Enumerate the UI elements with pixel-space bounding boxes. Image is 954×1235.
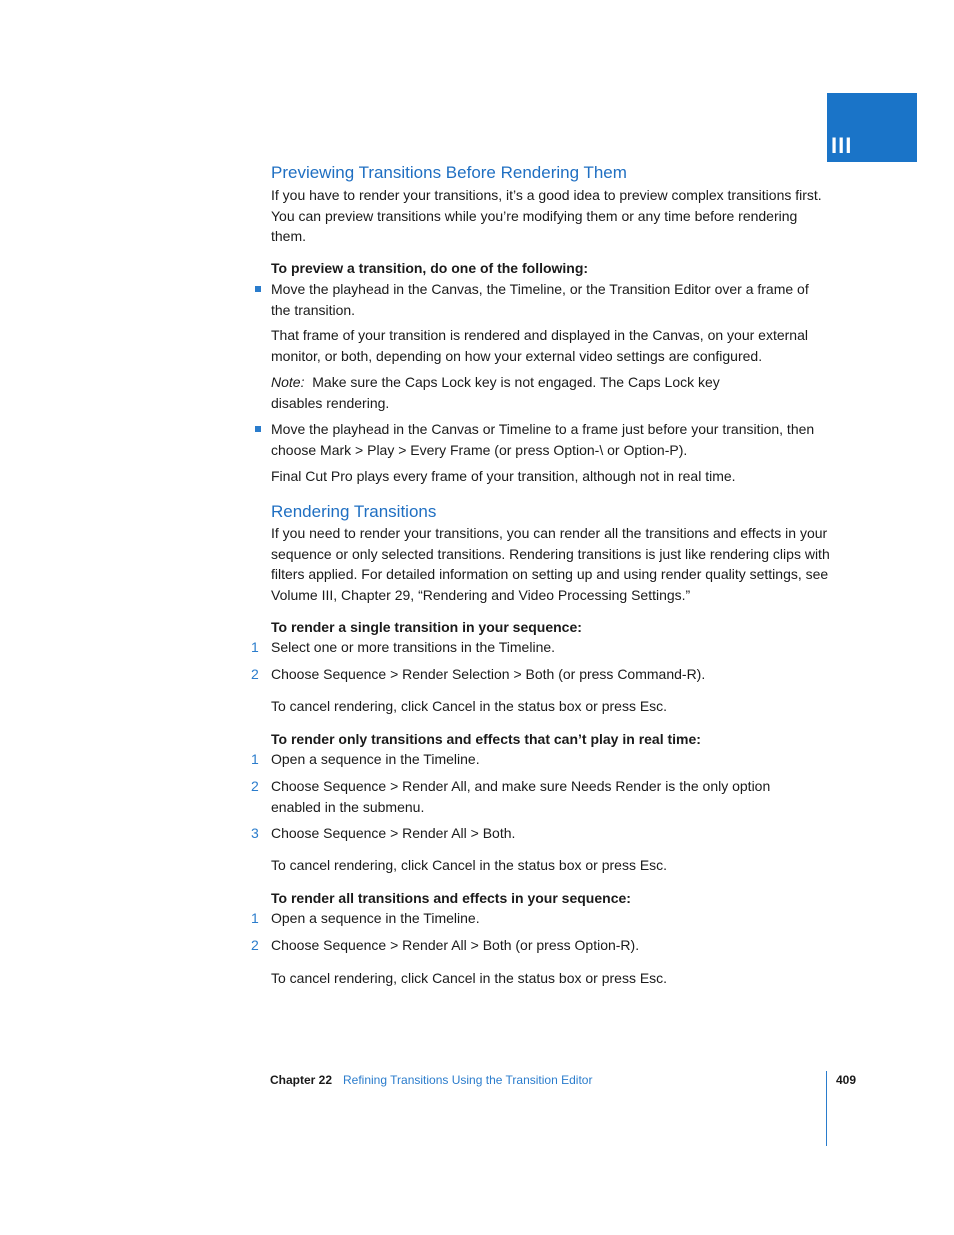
section-heading-previewing: Previewing Transitions Before Rendering Them [271, 163, 627, 182]
section-heading-rendering: Rendering Transitions [271, 502, 437, 521]
note [271, 372, 721, 413]
bullet-item: Move the playhead in the Canvas, the Timeline, or the Transition Editor over a frame of the transition. [271, 281, 809, 318]
task-followup: To cancel rendering, click Cancel in the status box or press Esc. [271, 970, 668, 986]
bullet-marker [255, 426, 261, 432]
part-tab-label: III [831, 133, 853, 158]
task-lead: To render a single transition in your sequence: [271, 619, 582, 635]
footer-chapter-label: Chapter 22 [270, 1073, 333, 1087]
step-number: 1 [251, 639, 259, 655]
step-number: 3 [251, 825, 259, 841]
note-text: Make sure the Caps Lock key is not engaged. The Caps Lock key disables rendering. [271, 374, 720, 411]
step-number: 1 [251, 751, 259, 767]
step-text: Choose Sequence > Render Selection > Both (or press Command-R). [271, 666, 706, 682]
bullet-followup: Final Cut Pro plays every frame of your transition, although not in real time. [271, 468, 736, 484]
bullet-marker [255, 286, 261, 292]
step-text: Choose Sequence > Render All > Both. [271, 825, 516, 841]
step-number: 2 [251, 778, 259, 794]
step-text: Choose Sequence > Render All > Both (or press Option-R). [271, 937, 640, 953]
task-followup: To cancel rendering, click Cancel in the status box or press Esc. [271, 698, 668, 714]
footer-chapter-title: Refining Transitions Using the Transition Editor [343, 1073, 593, 1087]
page-number: 409 [836, 1073, 857, 1087]
task-followup: To cancel rendering, click Cancel in the status box or press Esc. [271, 857, 668, 873]
step-text: Choose Sequence > Render All, and make sure Needs Render is the only option enabled in the submenu. [271, 778, 771, 815]
section1-lead: To preview a transition, do one of the following: [271, 260, 589, 276]
step-text: Select one or more transitions in the Timeline. [271, 639, 556, 655]
bullet-item: Move the playhead in the Canvas or Timeline to a frame just before your transition, then choose Mark > Play > Every Frame (or press Option-\ or Option-P). [271, 421, 815, 458]
step-text: Open a sequence in the Timeline. [271, 751, 480, 767]
bullet-followup: That frame of your transition is rendered and displayed in the Canvas, on your external monitor, or both, depending on how your external video settings are configured. [271, 327, 808, 364]
note-label: Note: [271, 374, 305, 390]
footer-divider [826, 1071, 827, 1146]
step-text: Open a sequence in the Timeline. [271, 910, 480, 926]
part-tab [827, 93, 917, 162]
task-lead: To render only transitions and effects that can’t play in real time: [271, 731, 701, 747]
section2-intro: If you need to render your transitions, you can render all the transitions and effects in your sequence or only selected transitions. Rendering transitions is just like rendering clips with filters applied. For detailed information on setting up and using render quality settings, see Volume III, Chapter 29, “Rendering and Video Processing Settings.” [271, 525, 830, 603]
step-number: 2 [251, 937, 259, 953]
section1-intro: If you have to render your transitions, it’s a good idea to preview complex transitions first. You can preview transitions while you’re modifying them or any time before rendering them. [271, 187, 822, 244]
step-number: 1 [251, 910, 259, 926]
task-lead: To render all transitions and effects in your sequence: [271, 890, 631, 906]
step-number: 2 [251, 666, 259, 682]
